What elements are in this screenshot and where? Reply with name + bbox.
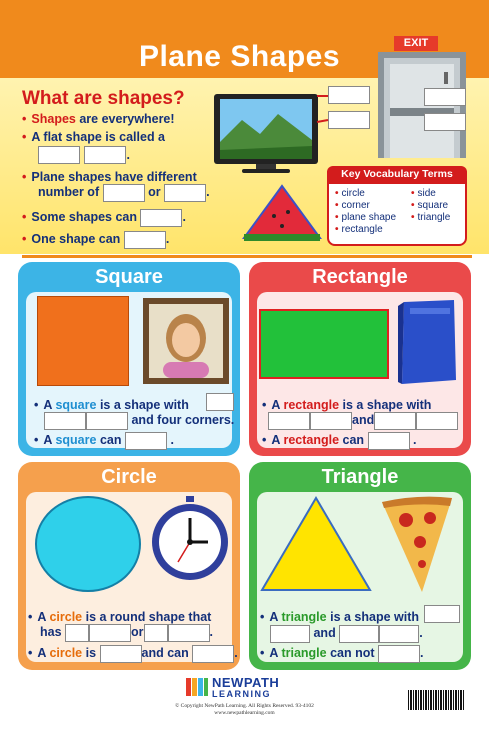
answer-box[interactable] (206, 393, 234, 411)
answer-box[interactable] (378, 645, 420, 663)
answer-box[interactable] (103, 184, 145, 202)
logo-mark (186, 676, 208, 698)
answer-box[interactable] (44, 412, 86, 430)
card-title: Rectangle (312, 266, 408, 288)
answer-box[interactable] (328, 86, 370, 104)
vocab-term: plane shape (341, 212, 397, 223)
bullet-text: and (352, 413, 375, 427)
vocab-col-2 (411, 188, 450, 224)
highlight-word: circle (49, 646, 83, 660)
answer-box[interactable] (192, 645, 234, 663)
cyan-circle (35, 496, 141, 592)
highlight-word: square (55, 433, 97, 447)
highlight-word: rectangle (283, 433, 340, 447)
answer-box[interactable] (424, 113, 466, 131)
circle-text-2: • A circle is and can . (28, 643, 238, 663)
card-title: Triangle (321, 466, 399, 488)
bullet-text: Some shapes can (31, 210, 137, 224)
period: . (234, 646, 238, 660)
answer-box[interactable] (65, 624, 89, 642)
bullet-text: can (99, 433, 122, 447)
bullet-text: is (85, 646, 97, 660)
bullet-text: A (271, 398, 280, 412)
bullet-text: A (271, 433, 280, 447)
answer-box[interactable] (86, 412, 128, 430)
highlight-word: circle (49, 610, 83, 624)
pointer-arrows (315, 92, 331, 132)
vocab-item: • plane shape (335, 212, 397, 223)
bullet-text: and four corners. (131, 413, 235, 427)
bullet-text: has (40, 625, 62, 639)
period: . (206, 185, 210, 199)
book-picture (396, 298, 462, 386)
intro-bullet-3: • Plane shapes have different (22, 170, 197, 184)
bullet-text: is a shape with (330, 610, 420, 624)
highlight-word: rectangle (283, 398, 340, 412)
answer-row (44, 410, 234, 430)
rectangle-text-1: • A rectangle is a shape with (262, 398, 432, 412)
vocab-title: Key Vocabulary Terms (341, 168, 453, 180)
bullet-text: A (43, 433, 52, 447)
answer-box[interactable] (89, 624, 131, 642)
answer-row (38, 182, 210, 202)
answer-box[interactable] (379, 625, 419, 643)
bullet-text: A (269, 610, 278, 624)
watermelon-picture (240, 182, 324, 244)
bullet-text: and can (141, 646, 189, 660)
period: . (209, 625, 214, 639)
vocab-term: side (417, 188, 436, 199)
bullet-text: Plane shapes have different (31, 170, 197, 184)
intro-bullet-4: • Some shapes can . (22, 207, 186, 227)
logo-learning: LEARNING (212, 689, 271, 699)
highlight-word: triangle (281, 610, 327, 624)
footer-url: www.newpathlearning.com (214, 710, 275, 716)
answer-box[interactable] (368, 432, 410, 450)
pizza-picture (378, 494, 456, 594)
answer-box[interactable] (416, 412, 458, 430)
answer-box[interactable] (424, 88, 466, 106)
yellow-triangle (258, 494, 374, 594)
vocab-item: • corner (335, 200, 370, 211)
vocab-item: • triangle (411, 212, 451, 223)
green-rectangle (259, 309, 389, 379)
vocab-term: triangle (417, 212, 451, 223)
answer-box[interactable] (270, 625, 310, 643)
vocab-item: • circle (335, 188, 365, 199)
triangle-text-1: • A triangle is a shape with (260, 610, 420, 624)
period: . (126, 148, 130, 163)
bullet-text: A flat shape is called a (31, 130, 166, 144)
answer-box[interactable] (144, 624, 168, 642)
period: . (182, 210, 186, 224)
answer-box[interactable] (168, 624, 210, 642)
rectangle-text-2: • A rectangle can . (262, 430, 417, 450)
answer-box[interactable] (38, 146, 80, 164)
bullet-text: is a shape with (99, 398, 189, 412)
answer-box[interactable] (125, 432, 167, 450)
answer-box[interactable] (164, 184, 206, 202)
intro-bullet-2: • A flat shape is called a (22, 130, 166, 144)
answer-row (40, 622, 213, 642)
bullet-text: One shape can (31, 232, 121, 246)
answer-box[interactable] (100, 645, 142, 663)
vocab-term: circle (341, 188, 365, 199)
orange-square (37, 296, 129, 386)
vocab-term: square (417, 200, 449, 211)
card-title: Circle (101, 466, 157, 488)
highlight-word: Shapes (31, 112, 76, 126)
card-title: Square (95, 266, 163, 288)
section-divider (22, 255, 472, 258)
circle-text-1: • A circle is a round shape that (28, 610, 212, 624)
answer-row (38, 146, 130, 164)
period: . (420, 646, 424, 660)
bullet-text: or (131, 625, 144, 639)
answer-box[interactable] (268, 412, 310, 430)
intro-heading: What are shapes? (22, 88, 185, 109)
bullet-text: A (37, 610, 46, 624)
answer-box[interactable] (374, 412, 416, 430)
clock-picture (148, 494, 232, 584)
copyright-text: © Copyright NewPath Learning. All Rights Reserved. 93-4102 (175, 703, 314, 709)
bullet-text: number of (38, 185, 100, 199)
vocab-item: • rectangle (335, 224, 383, 235)
tv-picture (212, 92, 320, 176)
bullet-text: is a round shape that (85, 610, 212, 624)
answer-row (270, 623, 423, 643)
answer-box[interactable] (84, 146, 126, 164)
answer-box[interactable] (339, 625, 379, 643)
bullet-text: A (37, 646, 46, 660)
bullet-text: and (313, 626, 336, 640)
highlight-word: square (55, 398, 97, 412)
vocab-term: rectangle (341, 224, 383, 235)
answer-box[interactable] (124, 231, 166, 249)
intro-bullet-5: • One shape can . (22, 229, 169, 249)
answer-box[interactable] (140, 209, 182, 227)
exit-sign: EXIT (394, 36, 438, 51)
highlight-word: triangle (281, 646, 327, 660)
portrait-picture (143, 298, 229, 384)
period: . (165, 232, 170, 246)
bullet-text: are everywhere! (79, 112, 175, 126)
answer-row (268, 410, 458, 430)
period: . (413, 433, 417, 447)
bullet-text: A (269, 646, 278, 660)
bullet-text: or (148, 185, 161, 199)
triangle-text-2: • A triangle can not . (260, 643, 424, 663)
bullet-text: can not (330, 646, 375, 660)
bullet-text: can (342, 433, 365, 447)
vocab-term: corner (341, 200, 370, 211)
square-text-1: • A square is a shape with (34, 398, 189, 412)
period: . (170, 433, 174, 447)
period: . (419, 626, 423, 640)
bullet-text: A (43, 398, 52, 412)
answer-box[interactable] (328, 111, 370, 129)
logo-newpath: NEWPATH (212, 675, 280, 690)
barcode (408, 690, 464, 710)
bullet-text: is a shape with (342, 398, 432, 412)
square-text-2: • A square can . (34, 430, 174, 450)
vocab-col-1 (335, 188, 396, 236)
intro-bullet-1: • Shapes are everywhere! (22, 112, 175, 126)
answer-box[interactable] (424, 605, 460, 623)
vocab-item: • side (411, 188, 436, 199)
answer-box[interactable] (310, 412, 352, 430)
vocab-item: • square (411, 200, 449, 211)
page-title: Plane Shapes (138, 40, 341, 73)
